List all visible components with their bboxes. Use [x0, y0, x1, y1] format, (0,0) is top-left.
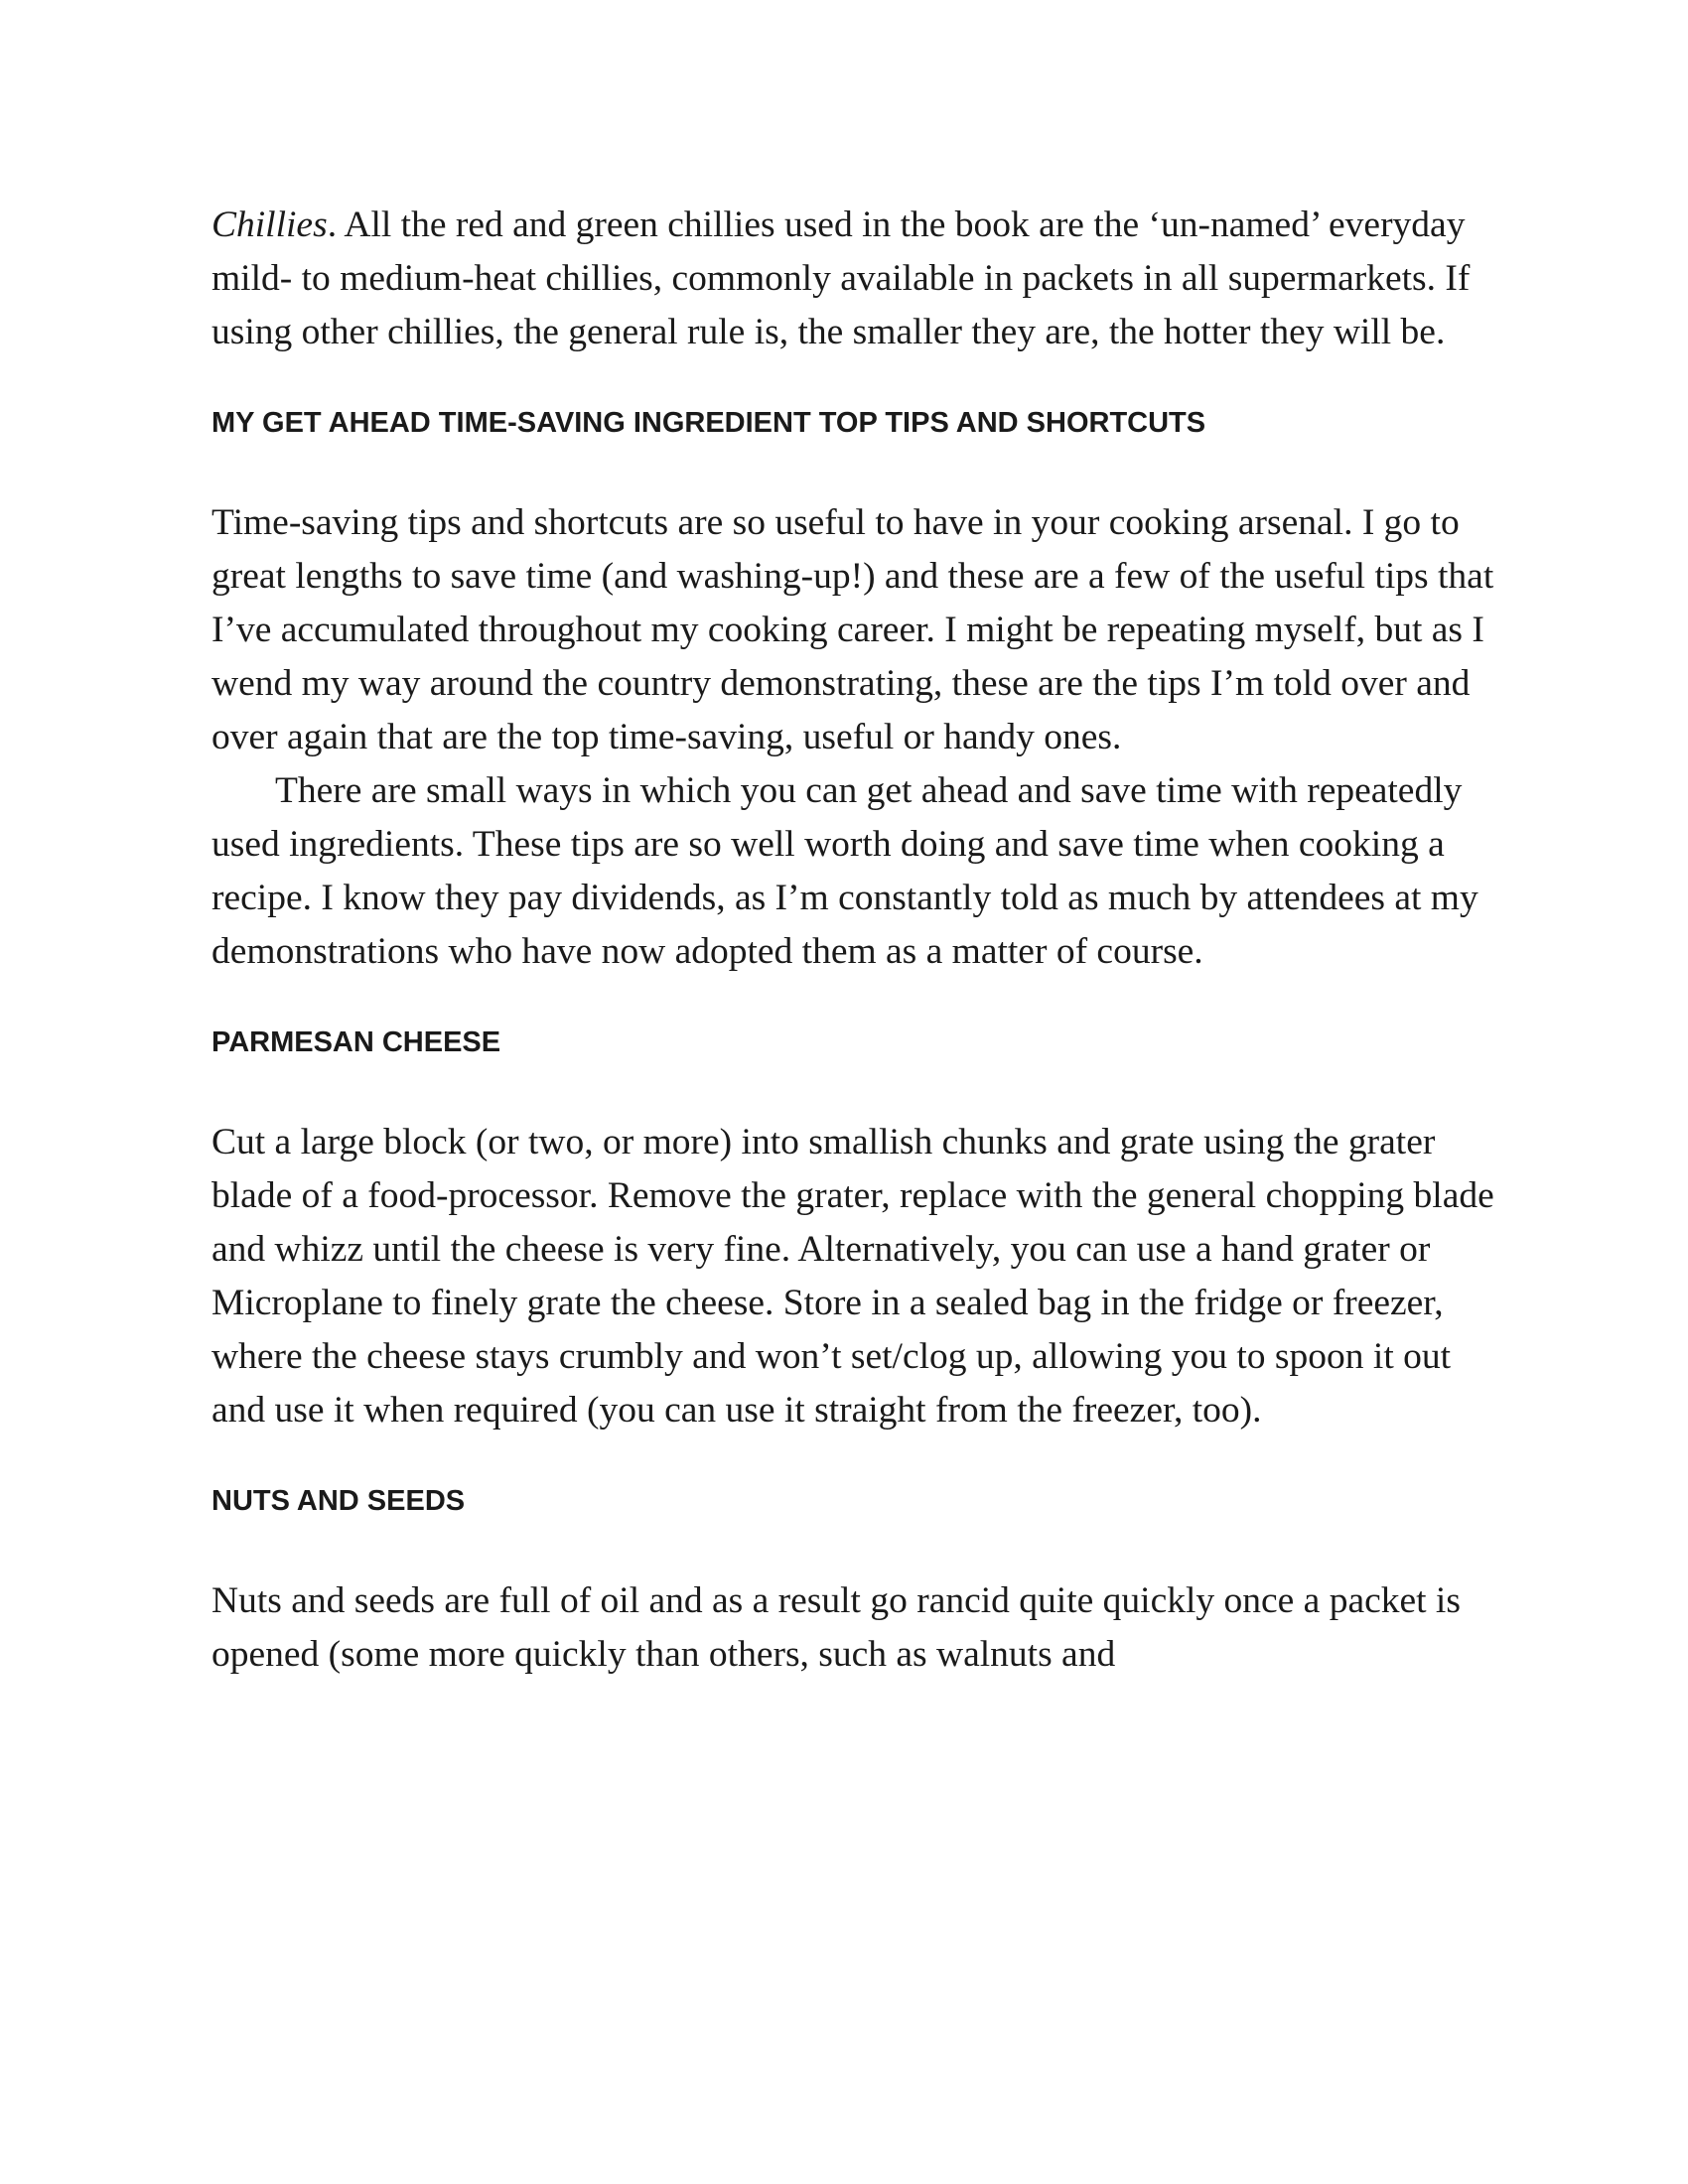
tips-paragraph-1: Time-saving tips and shortcuts are so useful to have in your cooking arsenal. I go to great lengths to save time (and washing-up!) and these are a few of the useful tips that I’ve accumulated throughout my cooking career. I might be repeating myself, but as I wend my way around the country demonstrating, these are the tips I’m told over and over again that are the top time-saving, useful or handy ones. [211, 502, 1494, 757]
chillies-paragraph [211, 199, 1502, 359]
parmesan-heading: PARMESAN CHEESE [211, 1026, 501, 1058]
tips-heading: MY GET AHEAD TIME-SAVING INGREDIENT TOP TIPS AND SHORTCUTS [211, 407, 1206, 439]
tips-paragraph-2: There are small ways in which you can get ahead and save time with repeatedly used ingredients. These tips are so well worth doing and save time when cooking a recipe. I know they pay dividends, as I’m constantly told as much by attendees at my demonstrations who have now adopted them as a matter of course. [211, 770, 1478, 972]
document-page [211, 199, 1502, 1682]
nuts-paragraph: Nuts and seeds are full of oil and as a result go rancid quite quickly once a packet is opened (some more quickly than others, such as walnuts and [211, 1580, 1461, 1675]
chillies-text: . All the red and green chillies used in the book are the ‘un-named’ everyday mild- to medium-heat chillies, commonly available in packets in all supermarkets. If using other chillies, the general rule is, the smaller they are, the hotter they will be. [211, 205, 1471, 352]
parmesan-paragraph: Cut a large block (or two, or more) into smallish chunks and grate using the grater blade of a food-processor. Remove the grater, replace with the general chopping blade and whizz until the cheese is very fine. Alternatively, you can use a hand grater or Microplane to finely grate the cheese. Store in a sealed bag in the fridge or freezer, where the cheese stays crumbly and won’t set/clog up, allowing you to spoon it out and use it when required (you can use it straight from the freezer, too). [211, 1122, 1494, 1431]
nuts-heading: NUTS AND SEEDS [211, 1485, 466, 1517]
chillies-term: Chillies [211, 205, 328, 245]
